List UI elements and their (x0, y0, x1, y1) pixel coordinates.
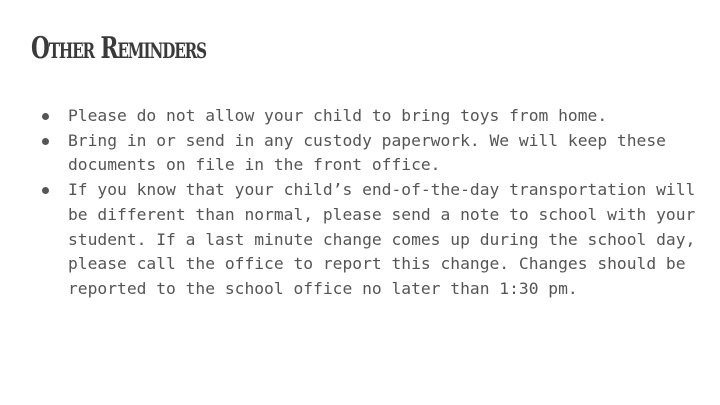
bullet-text: Bring in or send in any custody paperwork. We will keep these documents on file in the front office. (68, 130, 666, 175)
bullet-text: If you know that your child’s end-of-the-day transportation will be different than normal, please send a note to school with your student. If a last minute change comes up during the school day, please call the office to report this change. Changes should be reported to the school office no later than 1:30 pm. (68, 180, 696, 298)
list-item (68, 129, 708, 178)
list-item (68, 178, 708, 302)
list-item (68, 104, 708, 129)
bullet-icon (42, 187, 49, 194)
bullet-list (68, 104, 708, 302)
bullet-icon (42, 138, 49, 145)
bullet-text: Please do not allow your child to bring toys from home. (68, 106, 608, 125)
slide-title: Other Reminders (31, 31, 206, 66)
bullet-icon (42, 113, 49, 120)
